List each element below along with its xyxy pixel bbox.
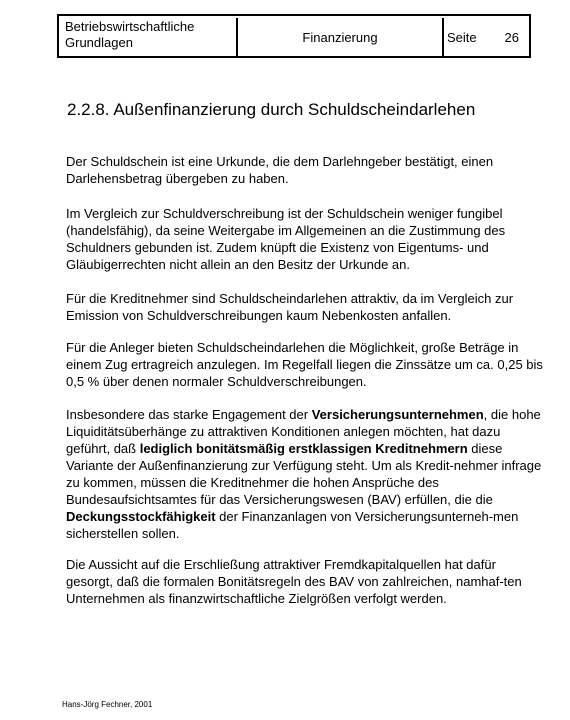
header-page-number: 26 (504, 30, 519, 45)
header-subject (65, 19, 194, 51)
paragraph-5-emphasis: Versicherungsunternehmen (311, 407, 484, 422)
paragraph-5-text: der Finanzanlagen von Versicherungsunterneh-men sicherstellen sollen. (66, 509, 519, 541)
paragraph-5-text: Insbesondere das starke Engagement der (66, 407, 312, 422)
paragraph-3: Für die Kreditnehmer sind Schuldscheindarlehen attraktiv, da im Vergleich zur Emission von Schuldverschreibungen kaum Nebenkosten anfallen. (66, 291, 514, 323)
footer-author: Hans-Jörg Fechner, 2001 (62, 700, 153, 709)
section-title: 2.2.8. Außenfinanzierung durch Schuldscheindarlehen (67, 100, 476, 119)
paragraph-5 (66, 406, 546, 542)
header-subject-line1: Betriebswirtschaftliche (65, 19, 195, 34)
header-subject-line2: Grundlagen (65, 35, 133, 50)
paragraph-5-text: , die hohe Liquiditätsüberhänge zu attraktiven Konditionen anlegen möchten, hat dazu geführt, daß (66, 407, 541, 456)
paragraph-5-emphasis: Deckungsstockfähigkeit (66, 509, 216, 524)
header-page-label: Seite (447, 30, 477, 45)
paragraph-5-text: diese Variante der Außenfinanzierung zur Verfügung steht. Um als Kredit-nehmer infrage zu kommen, müssen die Kreditnehmer die hohen Ansprüche des Bundesaufsichtsamtes für das Versicherungswesen (BAV) erfüllen, die die (66, 441, 542, 507)
paragraph-6: Die Aussicht auf die Erschließung attraktiver Fremdkapitalquellen hat dafür gesorgt, daß die formalen Bonitätsregeln des BAV von zahlreichen, namhaf-ten Unternehmen als finanzwirtschaftliche Zielgrößen verfolgt werden. (66, 557, 522, 606)
header-divider (442, 18, 444, 56)
paragraph-1: Der Schuldschein ist eine Urkunde, die dem Darlehngeber bestätigt, einen Darlehensbetrag übergeben zu haben. (66, 154, 494, 186)
paragraph-4: Für die Anleger bieten Schuldscheindarlehen die Möglichkeit, große Beträge in einem Zug ertragreich anzulegen. Im Regelfall liegen die Zinssätze um ca. 0,25 bis 0,5 % über denen normaler Schuldverschreibungen. (66, 340, 543, 389)
paragraph-5-emphasis: lediglich bonitätsmäßig erstklassigen Kreditnehmern (139, 441, 468, 456)
header-topic: Finanzierung (302, 30, 378, 45)
page-header (57, 14, 531, 58)
paragraph-2: Im Vergleich zur Schuldverschreibung ist der Schuldschein weniger fungibel (handelsfähig), da seine Weitergabe im Allgemeinen an die Zustimmung des Schuldners gebunden ist. Zudem knüpft die Existenz von Eigentums- und Gläubigerrechten nicht allein an den Besitz der Urkunde an. (66, 206, 506, 272)
